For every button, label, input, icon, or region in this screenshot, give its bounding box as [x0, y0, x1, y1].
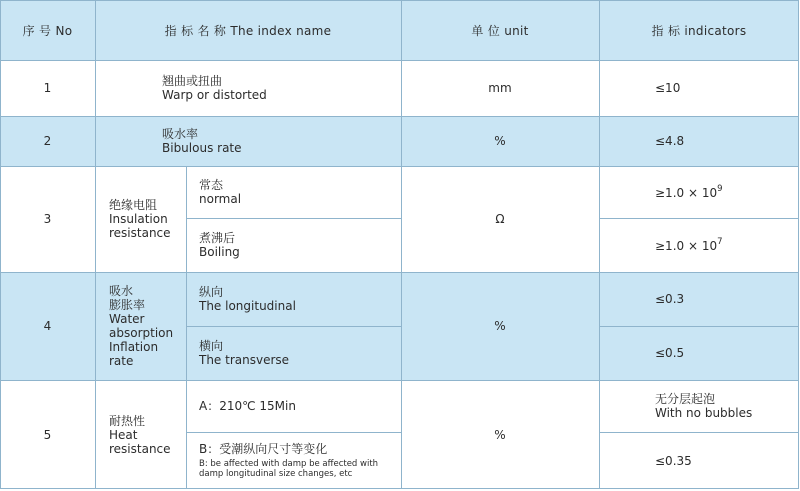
- row-3-indicator-1: [599, 166, 799, 218]
- sub-row-divider: [186, 432, 401, 433]
- row-2-no: [0, 116, 95, 166]
- row-4-name: [95, 272, 186, 380]
- row-3-unit: [401, 166, 599, 272]
- row-4-indicator-1: [599, 272, 799, 326]
- row-5-name-cn: 耐热性: [109, 413, 146, 428]
- row-3-indicator-1-value: [655, 184, 723, 200]
- row-3-sub-1-cn: 常态: [199, 178, 224, 192]
- row-5-unit: [401, 380, 599, 489]
- row-3-indicator-2: [599, 218, 799, 272]
- row-4-sub-2-en: The transverse: [199, 353, 290, 367]
- row-3-unit-text: Ω: [495, 212, 505, 226]
- row-divider: [0, 272, 799, 273]
- sub-row-divider: [186, 218, 401, 219]
- row-2-no-text: 2: [43, 134, 52, 148]
- column-divider: [95, 0, 96, 489]
- sub-row-divider: [599, 432, 799, 433]
- row-5-name-en-1: Heat: [109, 427, 138, 442]
- row-5-indicator-2-text: ≤0.35: [655, 453, 692, 468]
- row-4-name-cn-2: 膨胀率: [109, 298, 146, 312]
- row-3-indicator-1-base: ≥1.0 × 10: [655, 186, 718, 200]
- row-3-indicator-2-base: ≥1.0 × 10: [655, 239, 718, 253]
- row-divider: [0, 116, 799, 117]
- row-3-sub-1-en: normal: [199, 192, 242, 206]
- row-3-indicator-1-exp: 9: [717, 184, 723, 194]
- row-divider: [0, 166, 799, 167]
- row-5-name-en-2: resistance: [109, 441, 171, 456]
- row-1-no: [0, 60, 95, 116]
- row-4-no: [0, 272, 95, 380]
- row-4-name-en-2: absorption: [109, 326, 174, 340]
- row-4-name-en-1: Water: [109, 312, 145, 326]
- row-3-no-text: 3: [43, 212, 52, 226]
- row-1-unit: [401, 60, 599, 116]
- row-3-sub-2-en: Boiling: [199, 245, 240, 259]
- row-2-indicator-text: ≤4.8: [655, 134, 685, 148]
- row-2-unit-text: %: [494, 134, 506, 148]
- row-4-indicator-1-text: ≤0.3: [655, 292, 685, 306]
- row-3-name-cn: 绝缘电阻: [109, 198, 158, 212]
- row-5-sub-2-note-2: damp longitudinal size changes, etc: [199, 469, 353, 479]
- row-2-indicator: [599, 116, 799, 166]
- header-index-name: [95, 0, 401, 60]
- row-2-name-en: Bibulous rate: [162, 141, 242, 155]
- row-4-indicator-2-text: ≤0.5: [655, 346, 685, 360]
- row-3-sub-2: [186, 218, 401, 272]
- row-5-indicator-1: [599, 380, 799, 432]
- row-5-unit-text: %: [494, 427, 506, 442]
- row-5-sub-2-label: B：受潮纵向尺寸等变化: [199, 442, 328, 456]
- header-no: [0, 0, 95, 60]
- header-unit: [401, 0, 599, 60]
- sub-row-divider: [599, 218, 799, 219]
- row-1-indicator-text: ≤10: [655, 81, 681, 95]
- row-5-no-text: 5: [43, 427, 52, 442]
- sub-column-divider: [186, 166, 187, 489]
- sub-row-divider: [599, 326, 799, 327]
- header-index-name-text: 指 标 名 称 The index name: [164, 23, 332, 38]
- row-4-name-en-3: Inflation rate: [109, 340, 159, 368]
- row-4-unit: [401, 272, 599, 380]
- header-unit-text: 单 位 unit: [471, 23, 529, 38]
- row-4-no-text: 4: [43, 319, 52, 333]
- row-4-sub-1: [186, 272, 401, 326]
- sub-row-divider: [186, 326, 401, 327]
- row-3-sub-1: [186, 166, 401, 218]
- row-divider: [0, 60, 799, 61]
- row-3-indicator-2-value: [655, 237, 723, 253]
- row-3-name-en-2: resistance: [109, 226, 171, 240]
- row-5-sub-1: [186, 380, 401, 432]
- row-3-name-en-1: Insulation: [109, 212, 168, 226]
- header-no-text: 序 号 No: [22, 23, 73, 38]
- row-4-sub-2-cn: 横向: [199, 339, 224, 353]
- row-3-sub-2-cn: 煮沸后: [199, 231, 236, 245]
- row-3-indicator-2-exp: 7: [717, 237, 723, 247]
- row-4-name-cn-1: 吸水: [109, 284, 134, 298]
- header-indicators-text: 指 标 indicators: [651, 23, 747, 38]
- row-2-unit: [401, 116, 599, 166]
- row-1-name-en: Warp or distorted: [162, 88, 267, 102]
- row-3-no: [0, 166, 95, 272]
- row-1-name-cn: 翘曲或扭曲: [162, 74, 223, 88]
- row-1-unit-text: mm: [488, 81, 512, 95]
- row-5-sub-2-note-1: B: be affected with damp be affected with: [199, 459, 379, 469]
- row-5-indicator-1-en: With no bubbles: [655, 406, 753, 420]
- header-indicators: [599, 0, 799, 60]
- row-5-sub-2: [186, 432, 401, 489]
- row-5-indicator-1-cn: 无分层起泡: [655, 392, 716, 406]
- row-3-name: [95, 166, 186, 272]
- row-4-unit-text: %: [494, 319, 506, 333]
- row-4-indicator-2: [599, 326, 799, 380]
- row-1-indicator: [655, 60, 799, 116]
- column-divider: [401, 0, 402, 489]
- row-1-name: [162, 60, 401, 116]
- row-4-sub-1-en: The longitudinal: [199, 299, 296, 313]
- row-5-indicator-2: [599, 432, 799, 489]
- row-4-sub-1-cn: 纵向: [199, 285, 224, 299]
- row-1-no-text: 1: [43, 81, 52, 95]
- row-5-sub-1-label: A：210℃ 15Min: [199, 399, 296, 413]
- row-2-name-cn: 吸水率: [162, 127, 199, 141]
- row-5-name: [95, 380, 186, 489]
- row-divider: [0, 380, 799, 381]
- row-2-name: [95, 116, 401, 166]
- row-5-no: [0, 380, 95, 489]
- column-divider: [599, 0, 600, 489]
- row-4-sub-2: [186, 326, 401, 380]
